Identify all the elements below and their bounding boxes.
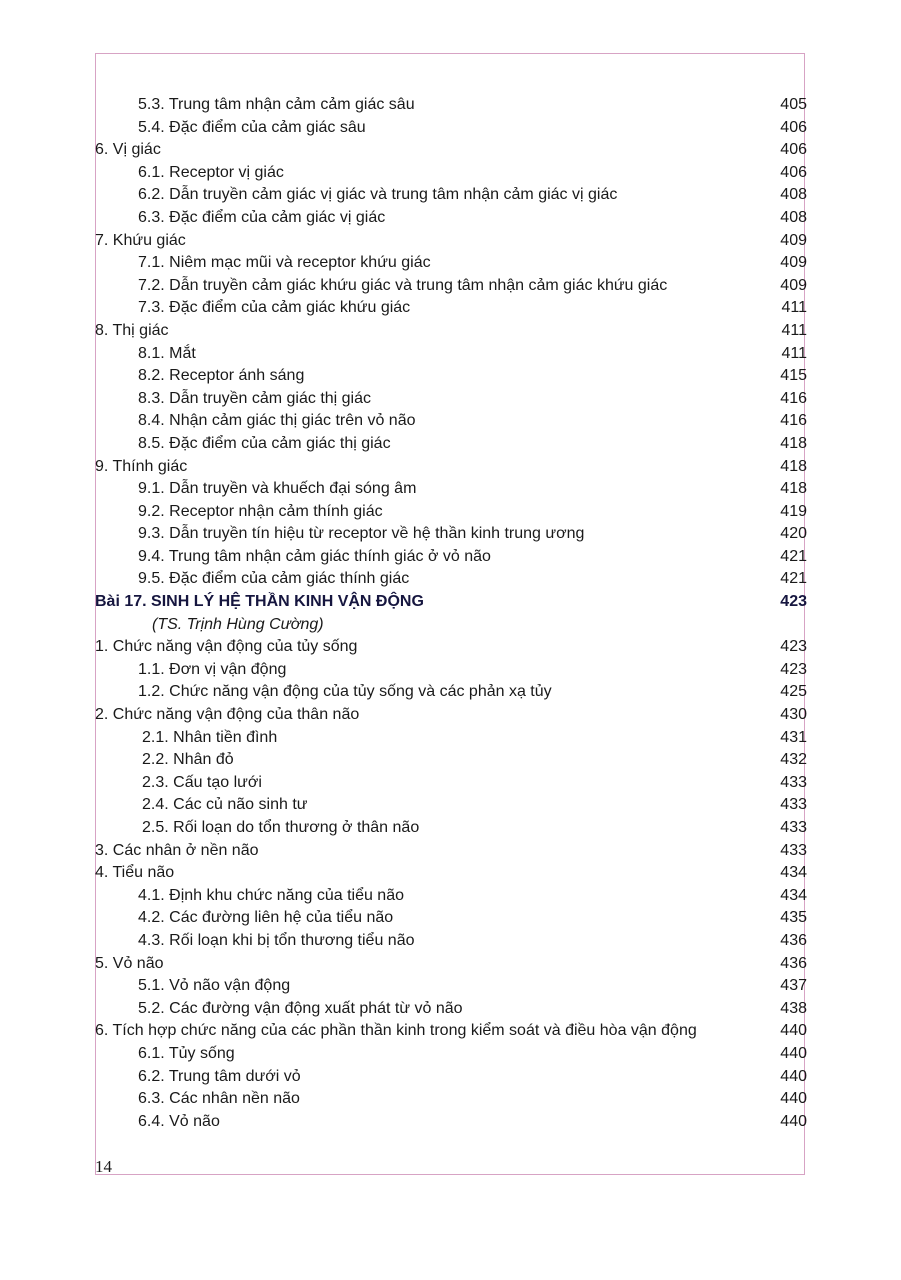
toc-entry (95, 162, 807, 185)
toc-entry-page: 440 (780, 1044, 807, 1062)
toc-entry-title: 6. Tích hợp chức năng của các phần thần kinh trong kiểm soát và điều hòa vận động (95, 1022, 697, 1040)
toc-entry-title: Bài 17. SINH LÝ HỆ THẦN KINH VẬN ĐỘNG (95, 593, 424, 611)
toc-entry-page: 438 (780, 999, 807, 1017)
toc-entry-title: 4.3. Rối loạn khi bị tổn thương tiểu não (138, 931, 415, 949)
toc-entry-page: 418 (780, 457, 807, 475)
toc-entry-title: 7.2. Dẫn truyền cảm giác khứu giác và trung tâm nhận cảm giác khứu giác (138, 276, 668, 294)
toc-entry-page: 436 (780, 954, 807, 972)
toc-entry-title: 9.5. Đặc điểm của cảm giác thính giác (138, 570, 410, 588)
toc-entry-title: 8. Thị giác (95, 321, 169, 339)
toc-entry-page: 411 (781, 344, 807, 362)
toc-entry (95, 907, 807, 930)
toc-entry-title: 6. Vị giác (95, 141, 161, 159)
toc-entry (95, 862, 807, 885)
toc-entry-page: 406 (780, 141, 807, 159)
toc-entry (95, 501, 807, 524)
toc-entry-page: 415 (780, 367, 807, 385)
toc-entry (95, 659, 807, 682)
toc-entry-title: 8.5. Đặc điểm của cảm giác thị giác (138, 434, 391, 452)
toc-entry (95, 704, 807, 727)
toc-entry (95, 478, 807, 501)
toc-entry (95, 1066, 807, 1089)
toc-entry (95, 568, 807, 591)
toc-entry-title: 1.2. Chức năng vận động của tủy sống và các phản xạ tủy (138, 683, 552, 701)
toc-entry-title: 9.1. Dẫn truyền và khuếch đại sóng âm (138, 480, 417, 498)
toc-entry (95, 749, 807, 772)
toc-entry-title: 2.4. Các củ não sinh tư (142, 796, 308, 814)
toc-entry-title: 4.1. Định khu chức năng của tiểu não (138, 886, 404, 904)
toc-entry-page: 421 (780, 570, 807, 588)
toc-entry-page: 419 (780, 502, 807, 520)
toc-entry (95, 636, 807, 659)
toc-entry (95, 207, 807, 230)
toc-entry-title: 1. Chức năng vận động của tủy sống (95, 638, 358, 656)
toc-entry-page: 432 (780, 751, 807, 769)
toc-entry-title: 8.4. Nhận cảm giác thị giác trên vỏ não (138, 412, 416, 430)
toc-entry (95, 1020, 807, 1043)
toc-entry-title: 9.3. Dẫn truyền tín hiệu từ receptor về hệ thần kinh trung ương (138, 525, 585, 543)
toc-entry-page: 433 (780, 819, 807, 836)
toc-entry-title: 5. Vỏ não (95, 954, 164, 972)
toc-entry-title: 6.2. Trung tâm dưới vỏ (138, 1067, 301, 1085)
toc-entry (95, 184, 807, 207)
toc-entry-page: 405 (780, 96, 807, 113)
toc-entry (95, 1043, 807, 1066)
toc-entry (95, 456, 807, 479)
toc-entry-title: 7. Khứu giác (95, 231, 186, 249)
table-of-contents (95, 94, 807, 1133)
toc-entry (95, 365, 807, 388)
toc-entry-title: 8.3. Dẫn truyền cảm giác thị giác (138, 389, 372, 407)
toc-entry-title: 2.2. Nhân đỏ (142, 751, 234, 769)
toc-entry (95, 953, 807, 976)
toc-entry-title: 4.2. Các đường liên hệ của tiểu não (138, 909, 394, 927)
toc-entry-title: 6.3. Các nhân nền não (138, 1090, 300, 1108)
toc-entry-title: 6.1. Receptor vị giác (138, 163, 284, 181)
toc-entry-page: 434 (780, 864, 807, 882)
toc-entry (95, 681, 807, 704)
toc-entry-title: 2.1. Nhân tiền đình (142, 728, 278, 746)
toc-entry-title: 6.2. Dẫn truyền cảm giác vị giác và trung tâm nhận cảm giác vị giác (138, 186, 618, 204)
toc-entry-title: 5.1. Vỏ não vận động (138, 977, 291, 995)
toc-entry (95, 998, 807, 1021)
toc-entry-page: 423 (780, 660, 807, 678)
toc-entry (95, 433, 807, 456)
toc-entry (95, 297, 807, 320)
toc-entry-page: 408 (780, 208, 807, 226)
toc-entry (95, 885, 807, 908)
toc-entry-page: 437 (780, 977, 807, 995)
toc-entry (95, 546, 807, 569)
toc-entry (95, 772, 807, 795)
toc-entry-title: 2. Chức năng vận động của thân não (95, 706, 360, 724)
toc-entry-title: 5.2. Các đường vận động xuất phát từ vỏ não (138, 999, 463, 1017)
toc-entry-page: 433 (780, 773, 807, 791)
toc-entry-title: 2.5. Rối loạn do tổn thương ở thân não (142, 819, 420, 836)
toc-entry (95, 1088, 807, 1111)
toc-entry-title: 8.1. Mắt (138, 344, 196, 362)
toc-entry-page: 433 (780, 796, 807, 814)
chapter-author (95, 614, 807, 637)
toc-entry-title: 2.3. Cấu tạo lưới (142, 773, 262, 791)
toc-entry (95, 794, 807, 817)
toc-entry-page: 433 (780, 841, 807, 859)
toc-entry (95, 230, 807, 253)
toc-entry-title: 6.1. Tủy sống (138, 1044, 235, 1062)
toc-entry (95, 252, 807, 275)
toc-entry-title: 1.1. Đơn vị vận động (138, 660, 287, 678)
toc-entry (95, 840, 807, 863)
toc-entry-title: 5.4. Đặc điểm của cảm giác sâu (138, 118, 366, 136)
toc-entry-title: 9.4. Trung tâm nhận cảm giác thính giác ở vỏ não (138, 547, 491, 565)
toc-entry-page: 423 (780, 593, 807, 611)
toc-entry (95, 275, 807, 298)
toc-entry-page: 440 (780, 1067, 807, 1085)
toc-entry-page: 408 (780, 186, 807, 204)
toc-entry-title: 8.2. Receptor ánh sáng (138, 367, 305, 385)
toc-entry (95, 523, 807, 546)
toc-entry-page: 420 (780, 525, 807, 543)
toc-entry-title: 7.1. Niêm mạc mũi và receptor khứu giác (138, 254, 431, 272)
toc-entry-page: 434 (780, 886, 807, 904)
toc-entry-page: 430 (780, 706, 807, 724)
toc-entry (95, 1111, 807, 1134)
toc-entry-page: 436 (780, 931, 807, 949)
toc-entry-title: 7.3. Đặc điểm của cảm giác khứu giác (138, 299, 411, 317)
page-number: 14 (95, 1157, 112, 1176)
toc-entry-title: 5.3. Trung tâm nhận cảm cảm giác sâu (138, 96, 415, 113)
toc-entry-page: 425 (780, 683, 807, 701)
toc-entry (95, 727, 807, 750)
toc-entry (95, 388, 807, 411)
toc-entry-page: 418 (780, 434, 807, 452)
toc-entry-title: 9. Thính giác (95, 457, 188, 475)
toc-entry-page: 409 (780, 231, 807, 249)
toc-entry-page: 416 (780, 389, 807, 407)
toc-entry-page: 421 (780, 547, 807, 565)
toc-entry (95, 410, 807, 433)
toc-entry-page: 435 (780, 909, 807, 927)
toc-entry (95, 817, 807, 840)
toc-entry-page: 440 (780, 1090, 807, 1108)
toc-entry-page: 409 (780, 254, 807, 272)
toc-entry-title: 6.3. Đặc điểm của cảm giác vị giác (138, 208, 386, 226)
toc-entry (95, 139, 807, 162)
toc-entry-title: 3. Các nhân ở nền não (95, 841, 259, 859)
toc-entry-page: 406 (780, 118, 807, 136)
toc-entry-page: 418 (780, 480, 807, 498)
toc-entry (95, 320, 807, 343)
toc-entry-page: 409 (780, 276, 807, 294)
toc-entry-title: (TS. Trịnh Hùng Cường) (152, 615, 324, 633)
toc-entry-page: 411 (781, 321, 807, 339)
toc-entry-title: 9.2. Receptor nhận cảm thính giác (138, 502, 383, 520)
toc-entry-page: 440 (780, 1112, 807, 1130)
toc-entry-page: 431 (780, 728, 807, 746)
toc-entry-title: 6.4. Vỏ não (138, 1112, 220, 1130)
toc-entry-page: 411 (781, 299, 807, 317)
toc-entry (95, 343, 807, 366)
toc-entry-title: 4. Tiểu não (95, 864, 175, 882)
toc-entry (95, 117, 807, 140)
toc-entry-page: 406 (780, 163, 807, 181)
toc-entry (95, 94, 807, 117)
chapter-heading (95, 591, 807, 614)
toc-entry (95, 930, 807, 953)
toc-entry-page: 423 (780, 638, 807, 656)
toc-entry-page: 440 (780, 1022, 807, 1040)
toc-entry-page: 416 (780, 412, 807, 430)
toc-entry (95, 975, 807, 998)
